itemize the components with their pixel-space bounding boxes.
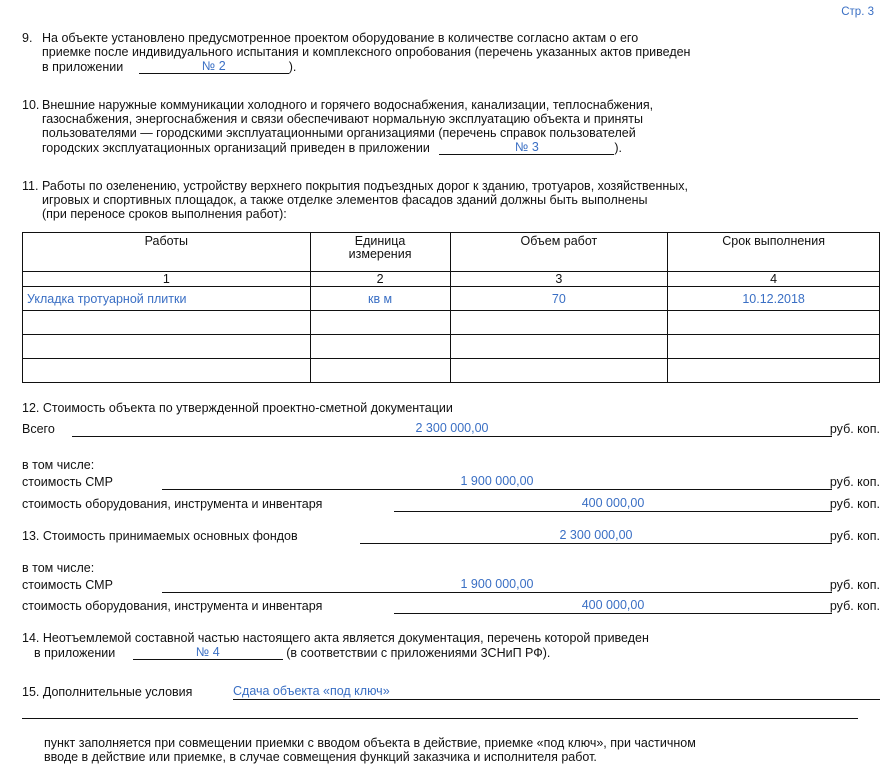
header-unit: Единица измерения	[310, 233, 450, 272]
clause-10-suffix: ).	[614, 141, 622, 155]
equipment-value: 400 000,00	[581, 598, 645, 612]
cell-deadline[interactable]: 10.12.2018	[668, 287, 880, 311]
clause-11-line-1: Работы по озеленению, устройству верхнего покрытия подъездных дорог к зданию, тротуаров, хозяйственных,	[42, 179, 688, 193]
cell-volume[interactable]	[450, 335, 668, 359]
header-deadline: Срок выполнения	[668, 233, 880, 272]
clause-14-suffix: (в соответствии с приложениями 3СНиП РФ).	[286, 646, 551, 660]
clause-10-line-3: пользователями — городскими эксплуатационными организациями (перечень справок пользователей	[42, 126, 636, 140]
column-index: 1	[23, 272, 311, 287]
clause-13-smr-row	[22, 577, 880, 593]
currency-unit: руб. коп.	[829, 578, 880, 592]
clause-12-equipment-field[interactable]	[394, 496, 832, 512]
clause-15-label: 15. Дополнительные условия	[22, 685, 193, 699]
clause-14-appendix-field[interactable]: № 4	[133, 645, 283, 660]
clause-9-suffix: ).	[288, 60, 297, 74]
table-row	[23, 287, 880, 311]
cell-work[interactable]	[23, 359, 311, 383]
total-value: 2 300 000,00	[415, 421, 489, 435]
currency-unit: руб. коп.	[829, 529, 880, 543]
footnote	[44, 736, 696, 764]
equipment-label: стоимость оборудования, инструмента и инвентаря	[22, 497, 323, 511]
currency-unit: руб. коп.	[829, 599, 880, 613]
clause-12-equipment-row	[22, 496, 880, 512]
clause-14	[22, 631, 649, 660]
column-index: 3	[450, 272, 668, 287]
including-label: в том числе:	[22, 458, 95, 472]
footnote-line-1: пункт заполняется при совмещении приемки с вводом объекта в действие, приемке «под ключ», при частичном	[44, 736, 696, 750]
fixed-assets-value: 2 300 000,00	[559, 528, 633, 542]
cell-unit[interactable]	[310, 311, 450, 335]
currency-unit: руб. коп.	[829, 497, 880, 511]
clause-9-line-1: На объекте установлено предусмотренное проектом оборудование в количестве согласно актам о его	[42, 31, 639, 45]
works-table	[22, 232, 880, 383]
clause-14-line-1: 14. Неотъемлемой составной частью настоящего акта является документация, перечень которой приведен	[22, 631, 649, 645]
clause-10-prefix: городских эксплуатационных организаций приведен в приложении	[42, 141, 430, 155]
clause-13-equipment-field[interactable]	[394, 598, 832, 614]
clause-12-total-row	[22, 421, 880, 437]
clause-9	[22, 31, 834, 74]
clause-13-equipment-row	[22, 598, 880, 614]
cell-deadline[interactable]	[668, 359, 880, 383]
including-label: в том числе:	[22, 561, 95, 575]
clause-12-smr-field[interactable]	[162, 474, 832, 490]
cell-work[interactable]	[23, 335, 311, 359]
clause-15-value: Сдача объекта «под ключ»	[233, 684, 390, 698]
page-number: Стр. 3	[841, 6, 874, 18]
clause-9-number: 9.	[22, 31, 33, 45]
cell-unit[interactable]	[310, 359, 450, 383]
equipment-value: 400 000,00	[581, 496, 645, 510]
clause-11	[22, 179, 834, 221]
clause-11-number: 11.	[22, 179, 39, 193]
clause-12-smr-row	[22, 474, 880, 490]
smr-value: 1 900 000,00	[460, 474, 534, 488]
clause-13-total-field[interactable]	[360, 528, 832, 544]
clause-13-total-row	[22, 528, 880, 544]
cell-unit[interactable]: кв м	[310, 287, 450, 311]
clause-10-appendix-field[interactable]: № 3	[439, 140, 614, 155]
table-row	[23, 311, 880, 335]
cell-work[interactable]	[23, 311, 311, 335]
smr-value: 1 900 000,00	[460, 577, 534, 591]
smr-label: стоимость СМР	[22, 578, 113, 592]
currency-unit: руб. коп.	[829, 475, 880, 489]
cell-deadline[interactable]	[668, 335, 880, 359]
clause-11-line-2: игровых и спортивных площадок, а также отделке элементов фасадов зданий должны быть выполнены	[42, 193, 648, 207]
cell-work[interactable]: Укладка тротуарной плитки	[23, 287, 311, 311]
header-volume: Объем работ	[450, 233, 668, 272]
total-label: Всего	[22, 422, 55, 436]
clause-15-field[interactable]	[233, 684, 880, 700]
clause-15-row	[22, 684, 880, 700]
clause-9-line-2: приемке после индивидуального испытания и комплексного опробования (перечень указанных актов приведен	[42, 45, 691, 59]
cell-volume[interactable]	[450, 311, 668, 335]
footnote-line-2: вводе в действие или приемке, в случае совмещения функций заказчика и исполнителя работ.	[44, 750, 597, 764]
clause-9-appendix-field[interactable]: № 2	[139, 59, 289, 74]
smr-label: стоимость СМР	[22, 475, 113, 489]
currency-unit: руб. коп.	[829, 422, 880, 436]
cell-unit[interactable]	[310, 335, 450, 359]
blank-line	[22, 718, 858, 719]
cell-deadline[interactable]	[668, 311, 880, 335]
equipment-label: стоимость оборудования, инструмента и инвентаря	[22, 599, 323, 613]
clause-10-line-1: Внешние наружные коммуникации холодного и горячего водоснабжения, канализации, теплоснабжения,	[42, 98, 654, 112]
cell-volume[interactable]	[450, 359, 668, 383]
table-row	[23, 335, 880, 359]
clause-13-smr-field[interactable]	[162, 577, 832, 593]
clause-12-total-field[interactable]	[72, 421, 832, 437]
clause-9-prefix: в приложении	[42, 60, 124, 74]
clause-14-prefix: в приложении	[34, 646, 116, 660]
clause-10-number: 10.	[22, 98, 40, 112]
column-index: 2	[310, 272, 450, 287]
clause-12-title: 12. Стоимость объекта по утвержденной проектно-сметной документации	[22, 401, 453, 415]
table-row	[23, 359, 880, 383]
clause-11-line-3: (при переносе сроков выполнения работ):	[42, 207, 287, 221]
clause-10-line-2: газоснабжения, энергоснабжения и связи обеспечивают нормальную эксплуатацию объекта и приняты	[42, 112, 643, 126]
clause-10	[22, 98, 834, 155]
column-index: 4	[668, 272, 880, 287]
cell-volume[interactable]: 70	[450, 287, 668, 311]
header-works: Работы	[23, 233, 311, 272]
clause-13-title: 13. Стоимость принимаемых основных фондов	[22, 529, 298, 543]
